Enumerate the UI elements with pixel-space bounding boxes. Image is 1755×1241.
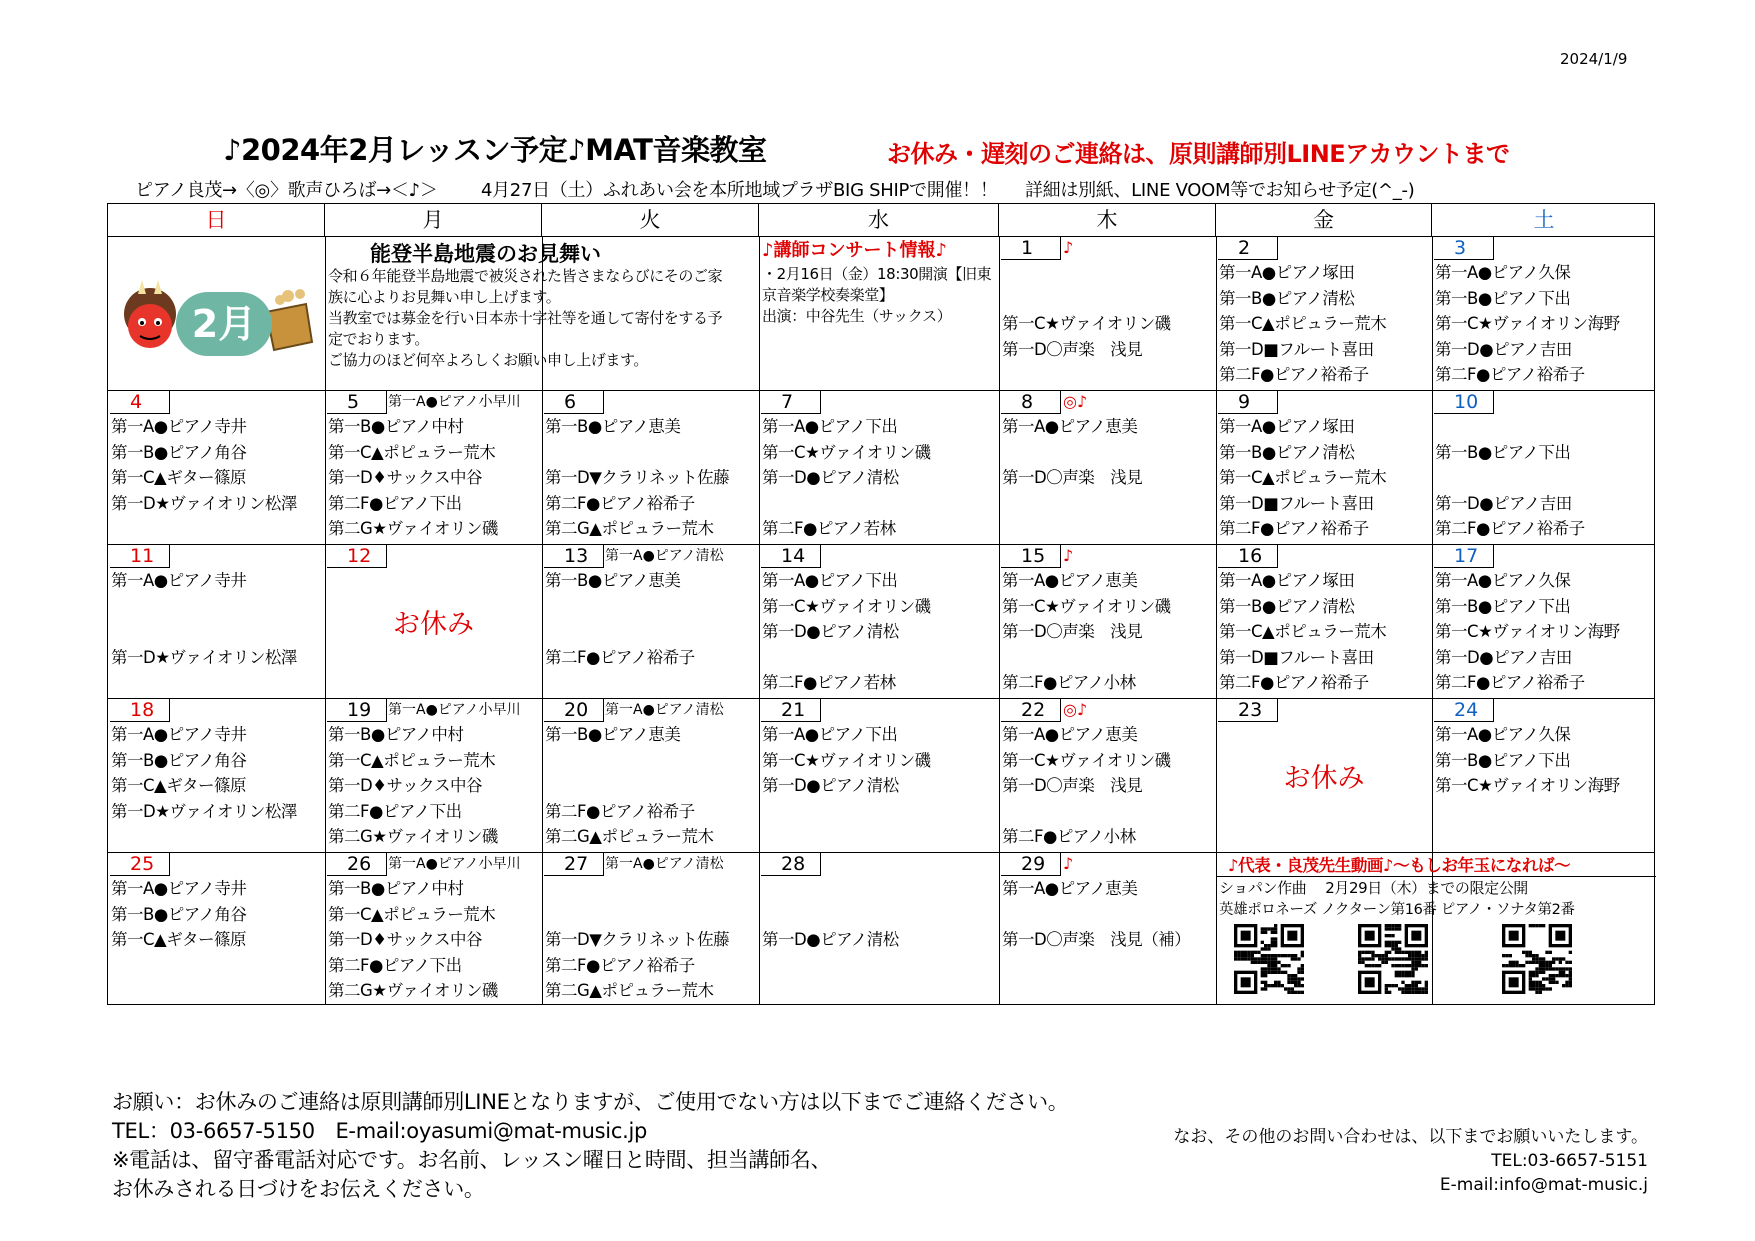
lesson-entry: 第二G▲ポピュラー荒木 bbox=[545, 519, 714, 538]
day-number: 17 bbox=[1434, 545, 1494, 568]
lesson-entry: 第一C▲ポピュラー荒木 bbox=[1219, 468, 1387, 487]
lesson-entry: 第一C▲ポピュラー荒木 bbox=[1219, 314, 1387, 333]
day-number: 14 bbox=[761, 545, 821, 568]
lesson-entry: 第一B●ピアノ下出 bbox=[1435, 750, 1571, 770]
day-mark: ◎♪ bbox=[1063, 392, 1088, 411]
lesson-entry: 第一C★ヴァイオリン磯 bbox=[762, 442, 931, 462]
day-number: 9 bbox=[1218, 391, 1278, 414]
general-contact-info bbox=[1173, 1125, 1648, 1197]
footer-email: E-mail:info@mat-music.j bbox=[1439, 1175, 1648, 1195]
weekday-header-3: 水 bbox=[759, 204, 999, 236]
day-number: 21 bbox=[761, 699, 821, 722]
month-badge-label: 2月 bbox=[191, 302, 257, 346]
lesson-entry: 第一D●ピアノ清松 bbox=[762, 776, 899, 795]
lesson-entry: 第一B●ピアノ清松 bbox=[1219, 596, 1355, 616]
concert-info bbox=[759, 236, 999, 390]
lesson-entry: 第一C▲ポピュラー荒木 bbox=[328, 904, 496, 924]
day-cell-23 bbox=[1216, 698, 1432, 852]
lesson-entry: 第一A●ピアノ寺井 bbox=[111, 879, 247, 898]
day-cell-21 bbox=[759, 698, 999, 852]
day-cell-29 bbox=[999, 852, 1216, 1006]
lesson-entry: 第一B●ピアノ下出 bbox=[1435, 288, 1571, 308]
lesson-entry: 第一D★ヴァイオリン松澤 bbox=[111, 801, 297, 821]
footer-request: お願い：お休みのご連絡は原則講師別LINEとなりますが、ご使用でない方は以下までご連絡ください。 bbox=[112, 1090, 1069, 1114]
first-lesson-label: 第一A●ピアノ小早川 bbox=[388, 702, 521, 718]
day-cell-13 bbox=[542, 544, 759, 698]
first-lesson-label: 第一A●ピアノ小早川 bbox=[388, 856, 521, 872]
lesson-entry: 第一D●ピアノ清松 bbox=[762, 622, 899, 641]
lesson-entry: 第一D♦サックス中谷 bbox=[328, 930, 483, 949]
lesson-entry: 第二F●ピアノ若林 bbox=[762, 519, 896, 538]
day-mark: ♪ bbox=[1063, 546, 1074, 565]
first-lesson-label: 第一A●ピアノ清松 bbox=[605, 702, 724, 718]
event-announcement: 4月27日（土）ふれあい会を本所地域プラザBIG SHIPで開催！！ bbox=[480, 180, 998, 201]
day-number: 12 bbox=[327, 545, 387, 568]
day-number: 29 bbox=[1001, 853, 1061, 876]
lesson-entry: 第一A●ピアノ久保 bbox=[1435, 725, 1571, 744]
footer-tel: TEL:03-6657-5151 bbox=[1491, 1151, 1648, 1171]
lesson-entry: 第二F●ピアノ裕希子 bbox=[1219, 365, 1369, 384]
lesson-entry: 第二G▲ポピュラー荒木 bbox=[545, 827, 714, 846]
day-cell-26 bbox=[325, 852, 542, 1006]
lesson-entry: 第一C▲ギター篠原 bbox=[111, 776, 247, 795]
lesson-entry: 第一D■フルート喜田 bbox=[1219, 493, 1374, 513]
condolence-line: 当教室では募金を行い日本赤十字社等を通して寄付をする予 bbox=[328, 309, 723, 327]
sub-header bbox=[135, 176, 1414, 202]
lesson-entry: 第二F●ピアノ小林 bbox=[1002, 827, 1136, 846]
day-number: 20 bbox=[544, 699, 604, 722]
lesson-entry: 第一A●ピアノ久保 bbox=[1435, 571, 1571, 590]
qr-code-3[interactable] bbox=[1502, 924, 1572, 994]
lesson-entry: 第一D●ピアノ吉田 bbox=[1435, 493, 1572, 513]
lesson-entry: 第一C▲ポピュラー荒木 bbox=[328, 750, 496, 770]
lesson-entry: 第一D♦サックス中谷 bbox=[328, 468, 483, 487]
lesson-entry: 第一B●ピアノ中村 bbox=[328, 879, 464, 898]
day-number: 3 bbox=[1434, 237, 1494, 260]
lesson-entry: 第一D〇声楽 浅見 bbox=[1002, 468, 1143, 487]
lesson-entry: 第一D▼クラリネット佐藤 bbox=[545, 468, 730, 487]
contact-notice: お休み・遅刻のご連絡は、原則講師別LINEアカウントまで bbox=[887, 140, 1510, 168]
day-number: 26 bbox=[327, 853, 387, 876]
lesson-entry: 第一B●ピアノ角谷 bbox=[111, 442, 247, 462]
day-number: 4 bbox=[110, 391, 170, 414]
day-number: 23 bbox=[1218, 699, 1278, 722]
day-number: 18 bbox=[110, 699, 170, 722]
lesson-entry: 第一A●ピアノ恵美 bbox=[1002, 725, 1138, 744]
lesson-entry: 第一D■フルート喜田 bbox=[1219, 647, 1374, 667]
concert-body bbox=[762, 264, 991, 327]
lesson-entry: 第一B●ピアノ恵美 bbox=[545, 571, 681, 590]
day-cell-3 bbox=[1432, 236, 1656, 390]
concert-line: ・2月16日（金）18:30開演【旧東 bbox=[762, 265, 992, 283]
day-cell-12 bbox=[325, 544, 542, 698]
day-cell-15 bbox=[999, 544, 1216, 698]
lesson-entry: 第二F●ピアノ下出 bbox=[328, 493, 462, 513]
first-lesson-label: 第一A●ピアノ小早川 bbox=[388, 394, 521, 410]
condolence-notice bbox=[325, 236, 759, 390]
weekday-header-4: 木 bbox=[999, 204, 1216, 236]
lesson-entry: 第一D★ヴァイオリン松澤 bbox=[111, 647, 297, 667]
lesson-entry: 第一A●ピアノ恵美 bbox=[1002, 571, 1138, 590]
day-cell-5 bbox=[325, 390, 542, 544]
lesson-entry: 第一A●ピアノ塚田 bbox=[1219, 417, 1355, 436]
footer-absence-contact: TEL：03-6657-5150 E-mail:oyasumi@mat-music.jp bbox=[112, 1119, 648, 1143]
event-info: 詳細は別紙、LINE VOOM等でお知らせ予定(^_-) bbox=[1024, 180, 1415, 201]
lesson-entry: 第一B●ピアノ清松 bbox=[1219, 442, 1355, 462]
calendar-grid bbox=[107, 203, 1655, 1005]
day-number: 22 bbox=[1001, 699, 1061, 722]
lesson-entry: 第二F●ピアノ裕希子 bbox=[1435, 519, 1585, 538]
day-cell-22 bbox=[999, 698, 1216, 852]
lesson-entry: 第一A●ピアノ恵美 bbox=[1002, 417, 1138, 436]
lesson-entry: 第一C★ヴァイオリン海野 bbox=[1435, 622, 1620, 641]
lesson-entry: 第一D●ピアノ吉田 bbox=[1435, 339, 1572, 359]
day-cell-18 bbox=[108, 698, 325, 852]
lesson-entry: 第一D■フルート喜田 bbox=[1219, 339, 1374, 359]
day-mark: ◎♪ bbox=[1063, 700, 1088, 719]
lesson-entry: 第二G▲ポピュラー荒木 bbox=[545, 981, 714, 1000]
weekday-header-1: 月 bbox=[325, 204, 542, 236]
lesson-entry: 第二F●ピアノ若林 bbox=[762, 673, 896, 692]
day-cell-25 bbox=[108, 852, 325, 1006]
holiday-label: お休み bbox=[1283, 763, 1365, 794]
day-number: 24 bbox=[1434, 699, 1494, 722]
day-cell-6 bbox=[542, 390, 759, 544]
day-number: 6 bbox=[544, 391, 604, 414]
weekday-header-2: 火 bbox=[542, 204, 759, 236]
day-mark: ♪ bbox=[1063, 854, 1074, 873]
day-cell-17 bbox=[1432, 544, 1656, 698]
lesson-entry: 第一A●ピアノ寺井 bbox=[111, 725, 247, 744]
day-cell-4 bbox=[108, 390, 325, 544]
day-number: 8 bbox=[1001, 391, 1061, 414]
day-number: 15 bbox=[1001, 545, 1061, 568]
weekday-header-0: 日 bbox=[108, 204, 325, 236]
lesson-entry: 第一C★ヴァイオリン磯 bbox=[762, 750, 931, 770]
first-lesson-label: 第一A●ピアノ清松 bbox=[605, 856, 724, 872]
condolence-line: 族に心よりお見舞い申し上げます。 bbox=[328, 288, 561, 306]
lesson-entry: 第二F●ピアノ裕希子 bbox=[1435, 673, 1585, 692]
lesson-entry: 第一C▲ギター篠原 bbox=[111, 468, 247, 487]
footer-phone-note: ※電話は、留守番電話対応です。お名前、レッスン曜日と時間、担当講師名、 bbox=[112, 1148, 832, 1172]
condolence-line: 定でおります。 bbox=[328, 330, 430, 348]
day-cell-10 bbox=[1432, 390, 1656, 544]
weekday-header-6: 土 bbox=[1533, 208, 1555, 232]
day-cell-1 bbox=[999, 236, 1216, 390]
video-title: ♪代表・良茂先生動画♪～もしお年玉になれば～ bbox=[1228, 856, 1571, 875]
day-cell-14 bbox=[759, 544, 999, 698]
lesson-entry: 第一B●ピアノ角谷 bbox=[111, 904, 247, 924]
lesson-entry: 第一C★ヴァイオリン磯 bbox=[762, 596, 931, 616]
lesson-entry: 第二F●ピアノ小林 bbox=[1002, 673, 1136, 692]
day-number: 28 bbox=[761, 853, 821, 876]
lesson-entry: 第一C▲ギター篠原 bbox=[111, 930, 247, 949]
day-cell-9 bbox=[1216, 390, 1432, 544]
lesson-entry: 第一D●ピアノ清松 bbox=[762, 468, 899, 487]
day-number: 11 bbox=[110, 545, 170, 568]
lesson-entry: 第一A●ピアノ下出 bbox=[762, 571, 898, 590]
lesson-entry: 第二F●ピアノ下出 bbox=[328, 955, 462, 975]
lesson-entry: 第一D〇声楽 浅見 bbox=[1002, 776, 1143, 795]
lesson-entry: 第一D●ピアノ吉田 bbox=[1435, 647, 1572, 667]
symbol-legend: ピアノ良茂→〈◎〉歌声ひろば→＜♪＞ bbox=[135, 180, 438, 201]
day-number: 10 bbox=[1434, 391, 1494, 414]
lesson-entry: 第一D〇声楽 浅見 bbox=[1002, 622, 1143, 641]
lesson-entry: 第一D♦サックス中谷 bbox=[328, 776, 483, 795]
day-cell-7 bbox=[759, 390, 999, 544]
lesson-entry: 第一B●ピアノ恵美 bbox=[545, 725, 681, 744]
lesson-entry: 第一B●ピアノ中村 bbox=[328, 417, 464, 436]
lesson-entry: 第一A●ピアノ塚田 bbox=[1219, 263, 1355, 282]
video-underline bbox=[1216, 876, 1656, 877]
day-number: 1 bbox=[1001, 237, 1061, 260]
lesson-entry: 第二F●ピアノ下出 bbox=[328, 801, 462, 821]
condolence-body bbox=[328, 266, 722, 371]
concert-line: 京音楽学校奏楽堂】 bbox=[762, 286, 894, 304]
video-line-2: 英雄ポロネーズ ノクターン第16番 ピアノ・ソナタ第2番 bbox=[1219, 902, 1575, 918]
oni-icon bbox=[124, 280, 176, 348]
day-number: 5 bbox=[327, 391, 387, 414]
lesson-entry: 第一A●ピアノ久保 bbox=[1435, 263, 1571, 282]
lesson-entry: 第二F●ピアノ裕希子 bbox=[545, 801, 695, 821]
page-title: ♪2024年2月レッスン予定♪MAT音楽教室 bbox=[223, 133, 767, 167]
lesson-entry: 第一B●ピアノ中村 bbox=[328, 725, 464, 744]
lesson-entry: 第一B●ピアノ清松 bbox=[1219, 288, 1355, 308]
lesson-entry: 第一B●ピアノ下出 bbox=[1435, 596, 1571, 616]
lesson-entry: 第一A●ピアノ下出 bbox=[762, 417, 898, 436]
condolence-line: ご協力のほど何卒よろしくお願い申し上げます。 bbox=[328, 351, 649, 369]
lesson-entry: 第一B●ピアノ下出 bbox=[1435, 442, 1571, 462]
lesson-entry: 第一D〇声楽 浅見 bbox=[1002, 339, 1143, 359]
lesson-entry: 第二G★ヴァイオリン磯 bbox=[328, 827, 498, 846]
lesson-entry: 第一B●ピアノ恵美 bbox=[545, 417, 681, 436]
lesson-entry: 第一C★ヴァイオリン磯 bbox=[1002, 314, 1171, 333]
lesson-entry: 第一C▲ポピュラー荒木 bbox=[1219, 622, 1387, 641]
lesson-entry: 第一A●ピアノ寺井 bbox=[111, 417, 247, 436]
video-info bbox=[1216, 852, 1656, 1006]
lesson-entry: 第二G★ヴァイオリン磯 bbox=[328, 981, 498, 1000]
lesson-entry: 第一B●ピアノ角谷 bbox=[111, 750, 247, 770]
lesson-entry: 第一D▼クラリネット佐藤 bbox=[545, 930, 730, 949]
day-number: 27 bbox=[544, 853, 604, 876]
video-line-1: ショパン作曲 2月29日（木）までの限定公開 bbox=[1219, 879, 1528, 897]
lesson-entry: 第二F●ピアノ裕希子 bbox=[545, 493, 695, 513]
day-mark: ♪ bbox=[1063, 238, 1074, 257]
lesson-entry: 第二F●ピアノ裕希子 bbox=[1219, 673, 1369, 692]
month-badge-cell bbox=[108, 236, 325, 390]
lesson-entry: 第一D●ピアノ清松 bbox=[762, 930, 899, 949]
lesson-entry: 第一D〇声楽 浅見（補） bbox=[1002, 930, 1191, 949]
weekday-header-5: 金 bbox=[1216, 204, 1432, 236]
masu-bean-box-icon bbox=[266, 289, 312, 350]
lesson-entry: 第二F●ピアノ裕希子 bbox=[545, 647, 695, 667]
lesson-entry: 第一A●ピアノ塚田 bbox=[1219, 571, 1355, 590]
concert-line: 出演：中谷先生（サックス） bbox=[762, 307, 952, 325]
lesson-entry: 第一C★ヴァイオリン海野 bbox=[1435, 776, 1620, 795]
day-cell-24 bbox=[1432, 698, 1656, 852]
lesson-entry: 第二F●ピアノ裕希子 bbox=[1219, 519, 1369, 538]
absence-contact-info bbox=[112, 1088, 1068, 1204]
day-cell-8 bbox=[999, 390, 1216, 544]
lesson-entry: 第一C▲ポピュラー荒木 bbox=[328, 442, 496, 462]
day-number: 13 bbox=[544, 545, 604, 568]
lesson-entry: 第一A●ピアノ下出 bbox=[762, 725, 898, 744]
lesson-entry: 第二F●ピアノ裕希子 bbox=[1435, 365, 1585, 384]
lesson-entry: 第一C★ヴァイオリン海野 bbox=[1435, 314, 1620, 333]
lesson-entry: 第二F●ピアノ裕希子 bbox=[545, 955, 695, 975]
day-number: 7 bbox=[761, 391, 821, 414]
day-number: 16 bbox=[1218, 545, 1278, 568]
lesson-entry: 第一C★ヴァイオリン磯 bbox=[1002, 596, 1171, 616]
condolence-line: 令和６年能登半島地震で被災された皆さまならびにそのご家 bbox=[328, 267, 723, 285]
condolence-title: 能登半島地震のお見舞い bbox=[370, 242, 601, 266]
day-cell-20 bbox=[542, 698, 759, 852]
day-cell-2 bbox=[1216, 236, 1432, 390]
lesson-entry: 第二G★ヴァイオリン磯 bbox=[328, 519, 498, 538]
holiday-label: お休み bbox=[393, 609, 474, 640]
qr-code-2[interactable] bbox=[1358, 924, 1428, 994]
lesson-entry: 第一A●ピアノ寺井 bbox=[111, 571, 247, 590]
footer-inquiry: なお、その他のお問い合わせは、以下までお願いいたします。 bbox=[1173, 1127, 1648, 1147]
first-lesson-label: 第一A●ピアノ清松 bbox=[605, 548, 724, 564]
day-number: 25 bbox=[110, 853, 170, 876]
day-cell-11 bbox=[108, 544, 325, 698]
lesson-entry: 第一D★ヴァイオリン松澤 bbox=[111, 493, 297, 513]
document-date: 2024/1/9 bbox=[1560, 50, 1628, 68]
day-cell-16 bbox=[1216, 544, 1432, 698]
day-cell-28 bbox=[759, 852, 999, 1006]
day-cell-27 bbox=[542, 852, 759, 1006]
lesson-entry: 第一C★ヴァイオリン磯 bbox=[1002, 750, 1171, 770]
day-number: 2 bbox=[1218, 237, 1278, 260]
footer-phone-note-2: お休みされる日づけをお伝えください。 bbox=[112, 1177, 485, 1201]
qr-code-1[interactable] bbox=[1234, 924, 1304, 994]
day-cell-19 bbox=[325, 698, 542, 852]
concert-title: ♪講師コンサート情報♪ bbox=[762, 240, 947, 261]
day-number: 19 bbox=[327, 699, 387, 722]
lesson-entry: 第一A●ピアノ恵美 bbox=[1002, 879, 1138, 898]
